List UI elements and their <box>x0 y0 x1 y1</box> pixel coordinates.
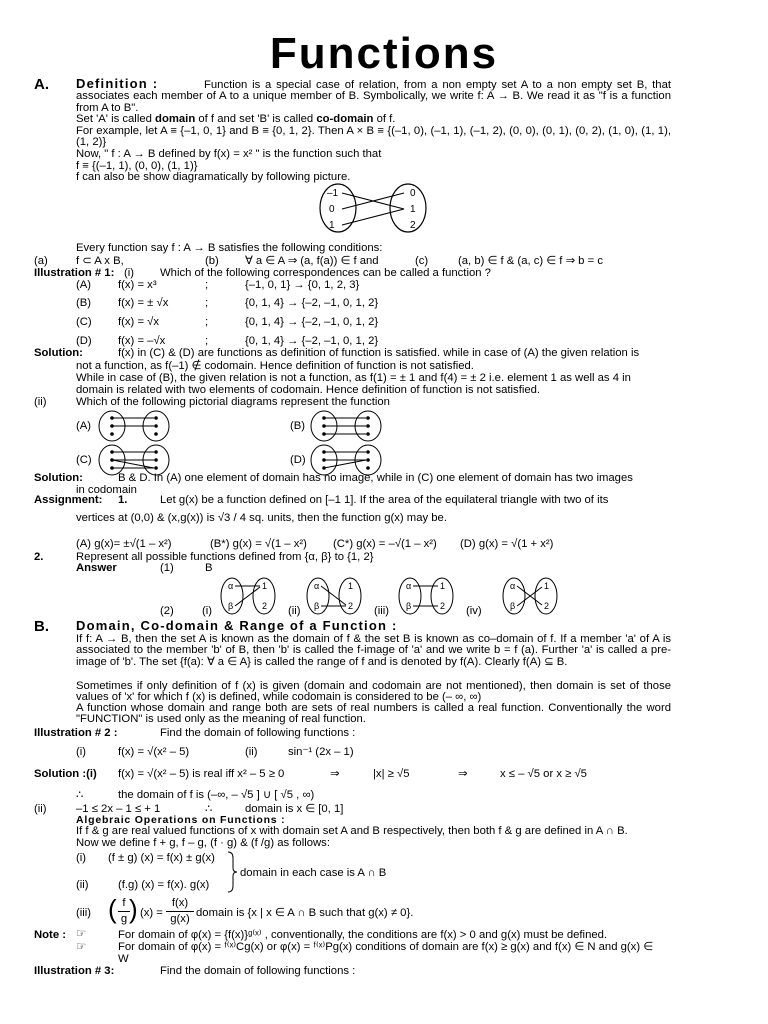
illustration-3-label: Illustration # 3: <box>34 965 115 977</box>
condition-c-label: (c) <box>415 255 429 267</box>
option-a-map: {–1, 0, 1} → {0, 1, 2, 3} <box>245 279 360 291</box>
abs-condition: |x| ≥ √5 <box>373 768 410 780</box>
option-c-map: {0, 1, 4} → {–2, –1, 0, 1, 2} <box>245 316 379 328</box>
note-1: For domain of φ(x) = {f(x)}ᵍ⁽ˣ⁾ , conventionally, the conditions are f(x) > 0 and g(x) must be defined. <box>118 929 608 941</box>
pointer-hand-icon: ☞ <box>76 941 87 953</box>
option-a-label: (A) <box>76 279 92 291</box>
pointer-hand-icon: ☞ <box>76 928 87 940</box>
section-a-letter: A. <box>34 76 49 93</box>
domain-range-paragraph: If f: A → B, then the set A is known as the domain of f & the set B is known as co–domain of f. If a member 'a' of A is associated to the member 'b' of B, then 'b' is called the f-image of 'a' and we write b = f (a). Further 'a' is called a pre-image of 'b'. The set {f(a): ∀ a ∈ A} is called the range of f and is denoted by f(A). Clearly f(A) ⊆ B. <box>76 633 671 668</box>
svg-text:α: α <box>228 581 234 591</box>
solution-ill2-fx: f(x) = √(x² – 5) is real iff x² – 5 ≥ 0 <box>118 768 285 780</box>
note-2: For domain of φ(x) = ᶠ⁽ˣ⁾Cg(x) or φ(x) = ᶠ⁽ˣ⁾Pg(x) conditions of domain are f(x) ≥ g(x) and f(x) ∈ N and g(x) ∈ <box>118 941 654 953</box>
answer-1-num: (1) <box>160 562 174 574</box>
condition-b: ∀ a ∈ A ⇒ (a, f(a)) ∈ f and <box>245 255 379 267</box>
option-b-label: (B) <box>76 297 92 309</box>
x-equals: (x) = <box>140 907 163 919</box>
assignment-1-option-c: (C*) g(x) = –√(1 – x²) <box>333 538 437 550</box>
note-label: Note : <box>34 929 67 941</box>
solution-1-line-2: not a function, as f(–1) ∉ codomain. Hence definition of function is not satisfied. <box>76 360 474 372</box>
svg-text:2: 2 <box>440 601 446 611</box>
separator: ; <box>205 297 209 309</box>
illustration-1-question: Which of the following correspondences can be called a function ? <box>160 267 491 279</box>
separator: ; <box>205 279 209 291</box>
solution-2-line-1: B & D. In (A) one element of domain has no image, while in (C) one element of domain has two images <box>118 472 633 484</box>
option-a-fx: f(x) = x³ <box>118 279 157 291</box>
op-i-label: (i) <box>76 852 87 864</box>
solution-2-label: Solution: <box>34 472 83 484</box>
pic-a-label: (A) <box>76 420 92 432</box>
assignment-2-question: Represent all possible functions defined from {α, β} to {1, 2} <box>76 551 374 563</box>
solution-2-line-2: in codomain <box>76 484 137 496</box>
mapping-iii <box>396 576 458 616</box>
condition-a: f ⊂ A x B, <box>76 255 124 267</box>
mapping-iv <box>500 576 562 616</box>
domain-result-ii: domain is x ∈ [0, 1] <box>245 803 344 815</box>
assignment-1-num: 1. <box>118 494 128 506</box>
right-brace-icon <box>226 850 238 894</box>
option-d-map: {0, 1, 4} → {–2, –1, 0, 1, 2} <box>245 335 379 347</box>
brace-domain-text: domain in each case is A ∩ B <box>240 867 387 879</box>
pic-d-label: (D) <box>290 454 306 466</box>
section-a-heading: Definition : <box>76 76 159 91</box>
op-ii: (f.g) (x) = f(x). g(x) <box>118 879 210 891</box>
left-paren: ( <box>108 894 117 924</box>
right-paren: ) <box>129 894 138 924</box>
separator: ; <box>205 316 209 328</box>
ill2-ii-label: (ii) <box>245 746 258 758</box>
section-b-letter: B. <box>34 618 49 635</box>
condition-a-label: (a) <box>34 255 48 267</box>
question-2: Which of the following pictorial diagrams represent the function <box>76 396 390 408</box>
algebraic-intro-1: If f & g are real valued functions of x with domain set A and B respectively, then both f & g are defined in A ∩ B. <box>76 825 628 837</box>
illustration-1-label: Illustration # 1: <box>34 267 115 279</box>
solution-1-label: Solution: <box>34 347 83 359</box>
diagram-right-3: 2 <box>410 220 416 231</box>
svg-text:1: 1 <box>262 581 268 591</box>
svg-text:2: 2 <box>544 601 550 611</box>
illustration-2-question: Find the domain of following functions : <box>160 727 356 739</box>
question-2-num: (ii) <box>34 396 47 408</box>
implies-2: ⇒ <box>458 768 468 780</box>
definition-text: Function is a special case of relation, from a non empty set A to a non empty set B, that associates each member of A to a unique member of B. Symbolically, we write f: A → B. We read it as "f is a function from A to B". <box>76 79 671 114</box>
diagram-right-1: 0 <box>410 188 416 199</box>
domain-codomain-line: Set 'A' is called domain of f and set 'B' is called co-domain of f. <box>76 113 396 125</box>
illustration-3-question: Find the domain of following functions : <box>160 965 356 977</box>
answer-2-num: (2) <box>160 605 174 617</box>
implicit-domain-paragraph: Sometimes if only definition of f (x) is given (domain and codomain are not mentioned), then domain is set of those values of 'x' for which f (x) is defined, while codomain is considered to be (– ∞, ∞) <box>76 680 671 704</box>
separator: ; <box>205 335 209 347</box>
ill2-i-label: (i) <box>76 746 87 758</box>
assignment-1-option-a: (A) g(x)= ±√(1 – x²) <box>76 538 172 550</box>
option-b-fx: f(x) = ± √x <box>118 297 169 309</box>
therefore-1: ∴ <box>76 789 84 801</box>
solution-ill2-label: Solution :(i) <box>34 768 97 780</box>
roman-iii: (iii) <box>374 605 390 617</box>
svg-text:α: α <box>314 581 320 591</box>
solution-1-line-3: While in case of (B), the given relation is not a function, as f(1) = ± 1 and f(4) = ± 2 i.e. element 1 as well as 4 in <box>76 372 631 384</box>
option-c-label: (C) <box>76 316 92 328</box>
ill2-ii-fx: sin⁻¹ (2x – 1) <box>288 746 354 758</box>
pic-b-label: (B) <box>290 420 306 432</box>
roman-ii: (ii) <box>288 605 301 617</box>
algebraic-intro-2: Now we define f + g, f – g, (f · g) & (f /g) as follows: <box>76 837 330 849</box>
svg-text:β: β <box>510 601 516 611</box>
domain-result-i: the domain of f is (–∞, – √5 ] ∪ [ √5 , ∞) <box>118 789 315 801</box>
implies-1: ⇒ <box>330 768 340 780</box>
frac-f: f <box>122 897 126 909</box>
f-equivalence: f ≡ {(–1, 1), (0, 0), (1, 1)} <box>76 160 198 172</box>
diagram-caption: f can also be show diagramatically by following picture. <box>76 171 351 183</box>
diagram-left-3: 1 <box>329 220 335 231</box>
op-i: (f ± g) (x) = f(x) ± g(x) <box>108 852 215 864</box>
section-b-heading: Domain, Co-domain & Range of a Function : <box>76 618 398 633</box>
solution-1-line-4: domain is related with two elements of codomain. Hence definition of function is not satisfied. <box>76 384 541 396</box>
svg-text:β: β <box>314 601 320 611</box>
svg-text:β: β <box>228 601 234 611</box>
svg-text:α: α <box>406 581 412 591</box>
frac-num: f(x) <box>171 897 189 909</box>
assignment-1-line-2: vertices at (0,0) & (x,g(x)) is √3 / 4 sq. units, then the function g(x) may be. <box>76 512 447 524</box>
roman-i: (i) <box>202 605 213 617</box>
illustration-1-q-num: (i) <box>124 267 135 279</box>
x-range-result: x ≤ – √5 or x ≥ √5 <box>500 768 587 780</box>
svg-text:2: 2 <box>348 601 354 611</box>
now-line: Now, " f : A → B defined by f(x) = x² " is the function such that <box>76 148 382 160</box>
option-c-fx: f(x) = √x <box>118 316 160 328</box>
mapping-i <box>218 576 280 616</box>
pictorial-diagram-b <box>308 410 384 442</box>
assignment-2-num: 2. <box>34 551 44 563</box>
assignment-1-option-d: (D) g(x) = √(1 + x²) <box>460 538 554 550</box>
diagram-left-2: 0 <box>329 204 335 215</box>
therefore-2: ∴ <box>205 803 213 815</box>
svg-text:α: α <box>510 581 516 591</box>
option-d-label: (D) <box>76 335 92 347</box>
ill2-ii-sol-label: (ii) <box>34 803 47 815</box>
fraction-bar-2 <box>166 911 194 912</box>
option-d-fx: f(x) = –√x <box>118 335 166 347</box>
svg-text:1: 1 <box>348 581 354 591</box>
answer-1-value: B <box>205 562 213 574</box>
illustration-2-label: Illustration # 2 : <box>34 727 118 739</box>
page-title: Functions <box>269 29 499 78</box>
op-iii-domain: domain is {x | x ∈ A ∩ B such that g(x) ≠ 0}. <box>196 907 414 919</box>
mapping-ii <box>304 576 366 616</box>
note-2-cont: W <box>118 953 129 965</box>
assignment-label: Assignment: <box>34 494 103 506</box>
svg-text:1: 1 <box>544 581 550 591</box>
conditions-intro: Every function say f : A → B satisfies the following conditions: <box>76 242 383 254</box>
op-iii-label: (iii) <box>76 907 92 919</box>
function-mapping-diagram <box>318 183 430 233</box>
assignment-1-line-1: Let g(x) be a function defined on [–1 1]. If the area of the equilateral triangle with two of its <box>160 494 609 506</box>
diagram-left-1: –1 <box>327 188 339 199</box>
assignment-1-option-b: (B*) g(x) = √(1 – x²) <box>210 538 307 550</box>
frac-g: g <box>120 913 128 925</box>
ill2-i-fx: f(x) = √(x² – 5) <box>118 746 190 758</box>
roman-iv: (iv) <box>466 605 482 617</box>
condition-b-label: (b) <box>205 255 219 267</box>
pic-c-label: (C) <box>76 454 92 466</box>
op-ii-label: (ii) <box>76 879 89 891</box>
pictorial-diagram-a <box>96 410 172 442</box>
frac-den: g(x) <box>170 913 190 925</box>
real-function-paragraph: A function whose domain and range both are sets of real numbers is called a real function. Conventionally the word "FUNCTION" is used only as the meaning of real function. <box>76 702 671 726</box>
algebraic-operations-heading: Algebraic Operations on Functions : <box>76 814 286 826</box>
solution-1-line-1: f(x) in (C) & (D) are functions as definition of function is satisfied. while in case of (A) the given relation is <box>118 347 640 359</box>
condition-c: (a, b) ∈ f & (a, c) ∈ f ⇒ b = c <box>458 255 603 267</box>
svg-text:1: 1 <box>440 581 446 591</box>
svg-text:β: β <box>406 601 412 611</box>
answer-label: Answer <box>76 562 117 574</box>
cartesian-example: For example, let A ≡ {–1, 0, 1} and B ≡ {0, 1, 2}. Then A × B ≡ {(–1, 0), (–1, 1), (–1, 2), (0, 0), (0, 1), (0, 2), (1, 0), (1, 1), (1, 2)} <box>76 125 671 149</box>
option-b-map: {0, 1, 4} → {–2, –1, 0, 1, 2} <box>245 297 379 309</box>
ill2-ii-sol: –1 ≤ 2x – 1 ≤ + 1 <box>76 803 161 815</box>
svg-text:2: 2 <box>262 601 268 611</box>
diagram-right-2: 1 <box>410 204 416 215</box>
